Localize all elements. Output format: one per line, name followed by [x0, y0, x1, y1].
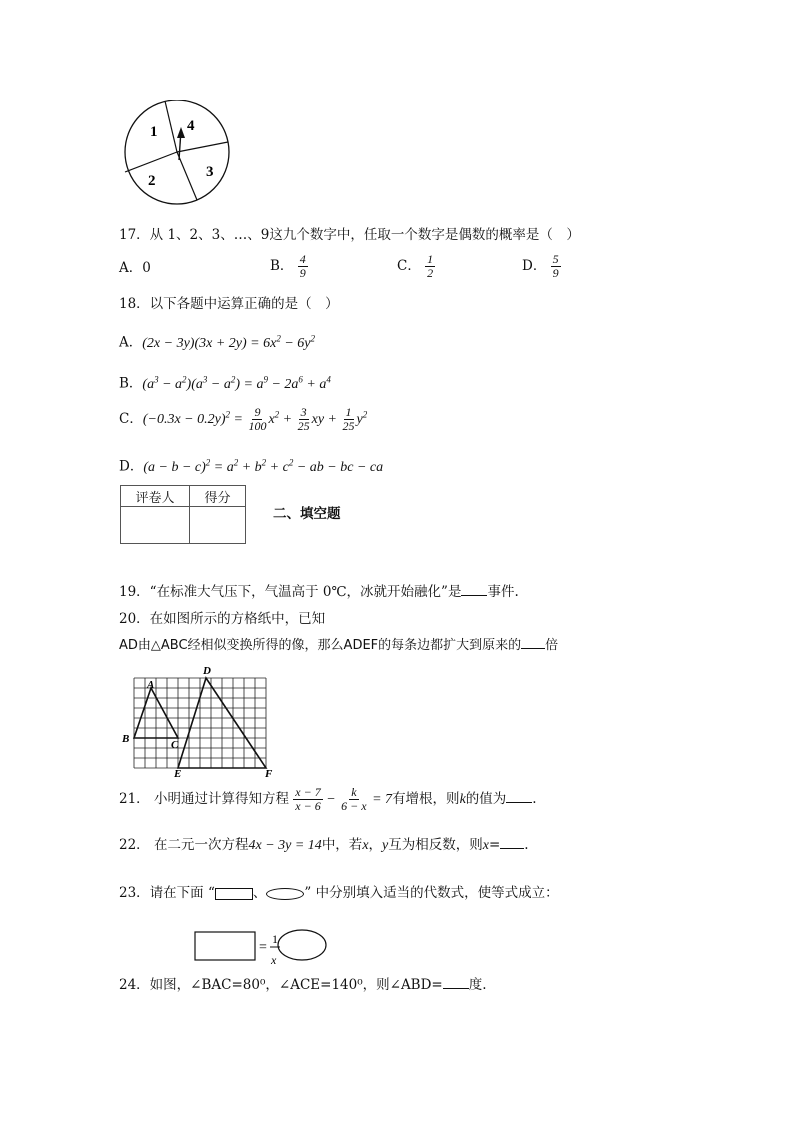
q24-text: 24．如图，∠BAC=80⁰，∠ACE=140⁰，则∠ABD= 度.	[119, 977, 487, 993]
q18-option-b: B．$(a^3 - a^2)(a^3 - a^2) = a^9 - 2a^6 + a^4$	[119, 374, 331, 392]
q17-text: 17．从 1、2、3、…、9这九个数字中，任取一个数字是偶数的概率是（ ）	[119, 227, 580, 243]
svg-text:=: =	[259, 940, 267, 955]
q20-line1: 20．在如图所示的方格纸中，已知	[119, 611, 326, 627]
q18-text: 18．以下各题中运算正确的是（ ）	[119, 296, 339, 312]
q19-blank[interactable]	[461, 595, 487, 596]
q18-option-c: C．$(-0.3x - 0.2y)^2$ = $\frac{9}{100}$ $x^2$ + $\frac{3}{25}$ xy + $\frac{1}{25}$ $y^2$	[119, 405, 368, 433]
grid-label-c: C	[171, 739, 179, 751]
grid-label-d: D	[203, 665, 211, 677]
grid-label-a: A	[147, 679, 155, 691]
rectangle-shape	[215, 888, 253, 900]
section-title: 二、填空题	[273, 506, 341, 522]
q21-blank[interactable]	[506, 802, 532, 803]
grid-figure	[118, 663, 278, 779]
spinner-label-2: 2	[148, 173, 156, 189]
grid-label-f: F	[265, 768, 273, 779]
spinner-label-3: 3	[206, 164, 214, 180]
score-cell[interactable]	[190, 507, 246, 544]
ellipse-shape	[266, 888, 304, 900]
svg-text:x: x	[271, 953, 277, 967]
q24-blank[interactable]	[443, 988, 469, 989]
q23-text: 23．请在下面 “ 、 ” 中分别填入适当的代数式，使等式成立：	[119, 885, 559, 901]
q22-blank[interactable]	[500, 848, 524, 849]
grid-label-b: B	[122, 733, 130, 745]
grid-label-e: E	[174, 768, 182, 779]
equation-figure	[190, 926, 330, 970]
q18-option-d: D．$(a - b - c)^2 = a^2 + b^2 + c^2$ − ab − bc − ca	[119, 457, 384, 475]
score-header: 得分	[190, 486, 246, 507]
svg-text:1: 1	[272, 932, 278, 946]
q21-text: 21． 小明通过计算得知方程 $\frac{x - 7}{x - 6}$ − $\frac{k}{6 - x}$ = 7有增根，则k的值为 .	[119, 785, 537, 813]
q20-line2: AD由△ABC经相似变换所得的像，那么ADEF的每条边都扩大到原来的 倍	[119, 638, 559, 653]
grader-table	[120, 485, 246, 544]
spinner-label-4: 4	[187, 118, 195, 134]
spinner-figure	[120, 100, 235, 205]
q20-blank[interactable]	[521, 648, 545, 649]
q19-text: 19．“在标准大气压下，气温高于 0℃，冰就开始融化”是 事件.	[119, 584, 519, 600]
q17-option-b: B． $\frac{4}{9}$	[270, 252, 306, 280]
spinner-label-1: 1	[150, 124, 158, 140]
q17-option-d: D． $\frac{5}{9}$	[522, 252, 559, 280]
q17-option-c: C． $\frac{1}{2}$	[397, 252, 434, 280]
grader-header: 评卷人	[121, 486, 190, 507]
q18-option-a: A．$(2x - 3y)(3x + 2y) = 6x^2 - 6y^2$	[119, 333, 315, 351]
q17-option-a: A．0	[119, 260, 151, 276]
q22-text: 22． 在二元一次方程4x − 3y = 14中，若x，y互为相反数，则x= .	[119, 837, 529, 853]
grader-cell[interactable]	[121, 507, 190, 544]
